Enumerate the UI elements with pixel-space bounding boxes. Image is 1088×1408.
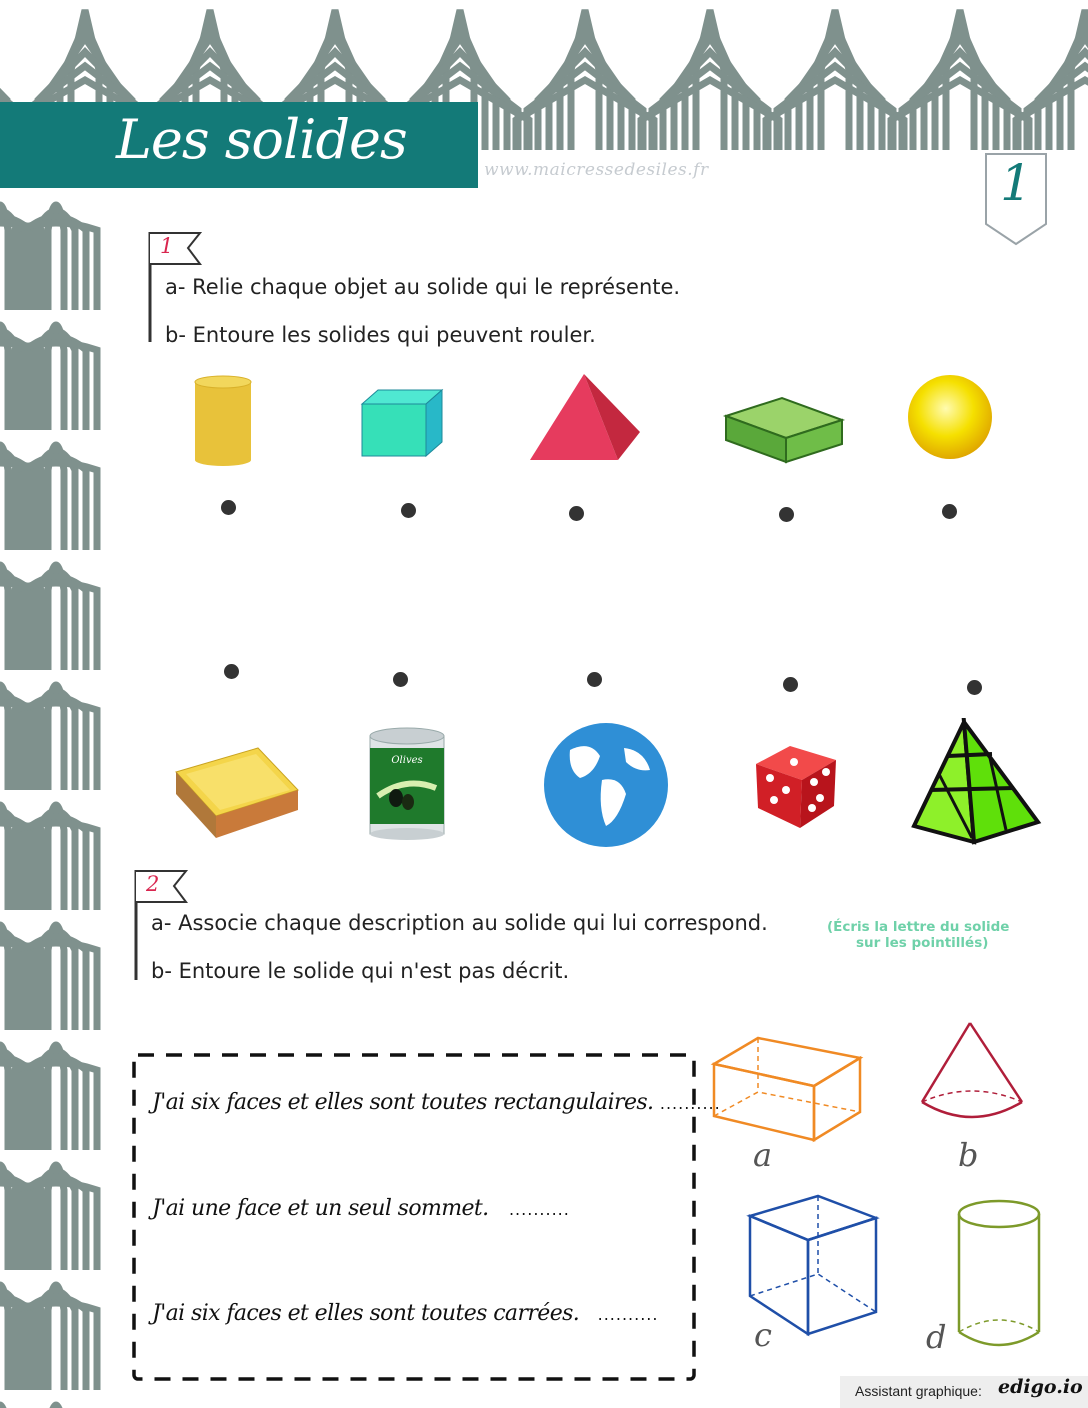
shape-letter-c: c xyxy=(754,1316,772,1354)
hint-line-2: sur les pointillés) xyxy=(856,935,989,951)
matchbox-object xyxy=(172,744,300,842)
exercise-1-instruction-a: a- Relie chaque objet au solide qui le représente. xyxy=(165,275,681,299)
exercise-2-hint xyxy=(827,919,1027,951)
connect-dot-object-2[interactable] xyxy=(393,672,408,687)
cone-shape-b xyxy=(918,1020,1026,1132)
description-2 xyxy=(152,1196,570,1221)
page-title: Les solides xyxy=(116,108,407,171)
description-3-text: J'ai six faces et elles sont toutes carrées. xyxy=(152,1301,580,1326)
olive-can-object xyxy=(366,726,448,842)
connect-dot-solid-5[interactable] xyxy=(942,504,957,519)
hint-line-1: (Écris la lettre du solide xyxy=(827,919,1010,935)
exercise-1-instruction-b: b- Entoure les solides qui peuvent rouler. xyxy=(165,323,596,347)
description-2-text: J'ai une face et un seul sommet. xyxy=(152,1196,489,1221)
description-1-text: J'ai six faces et elles sont toutes rectangulaires. xyxy=(152,1090,654,1115)
red-pyramid-solid xyxy=(526,370,644,464)
cyan-cube-solid xyxy=(358,386,444,458)
shape-letter-a: a xyxy=(753,1136,773,1174)
yellow-sphere-solid xyxy=(906,372,994,462)
exercise-1-number: 1 xyxy=(160,234,174,258)
description-1 xyxy=(152,1090,721,1115)
credit-brand: edigo.io xyxy=(998,1376,1083,1398)
website-watermark: www.maicressedesiles.fr xyxy=(484,160,709,180)
green-rectangular-prism-solid xyxy=(722,394,846,464)
exercise-2-number: 2 xyxy=(146,872,160,896)
earth-globe-object xyxy=(540,720,672,850)
connect-dot-object-1[interactable] xyxy=(224,664,239,679)
yellow-cylinder-solid xyxy=(190,372,256,468)
connect-dot-object-4[interactable] xyxy=(783,677,798,692)
credit-label: Assistant graphique: xyxy=(855,1383,982,1399)
pyramid-puzzle-object xyxy=(910,718,1042,846)
rectangular-prism-shape-a xyxy=(710,1034,864,1144)
olive-can-label: Olives xyxy=(391,755,423,766)
cylinder-shape-d xyxy=(954,1198,1044,1352)
shape-letter-b: b xyxy=(958,1136,979,1174)
connect-dot-solid-4[interactable] xyxy=(779,507,794,522)
connect-dot-solid-3[interactable] xyxy=(569,506,584,521)
description-1-blank[interactable]: .......... xyxy=(659,1094,721,1113)
connect-dot-object-5[interactable] xyxy=(967,680,982,695)
shape-letter-d: d xyxy=(926,1318,947,1356)
description-3 xyxy=(152,1301,658,1326)
connect-dot-solid-1[interactable] xyxy=(221,500,236,515)
exercise-2-instruction-a: a- Associe chaque description au solide qui lui correspond. xyxy=(151,911,768,935)
description-2-blank[interactable]: .......... xyxy=(508,1200,570,1219)
red-die-object xyxy=(750,742,842,832)
connect-dot-object-3[interactable] xyxy=(587,672,602,687)
exercise-2-instruction-b: b- Entoure le solide qui n'est pas décrit. xyxy=(151,959,570,983)
connect-dot-solid-2[interactable] xyxy=(401,503,416,518)
description-3-blank[interactable]: .......... xyxy=(597,1305,659,1324)
page-number: 1 xyxy=(1000,154,1032,212)
